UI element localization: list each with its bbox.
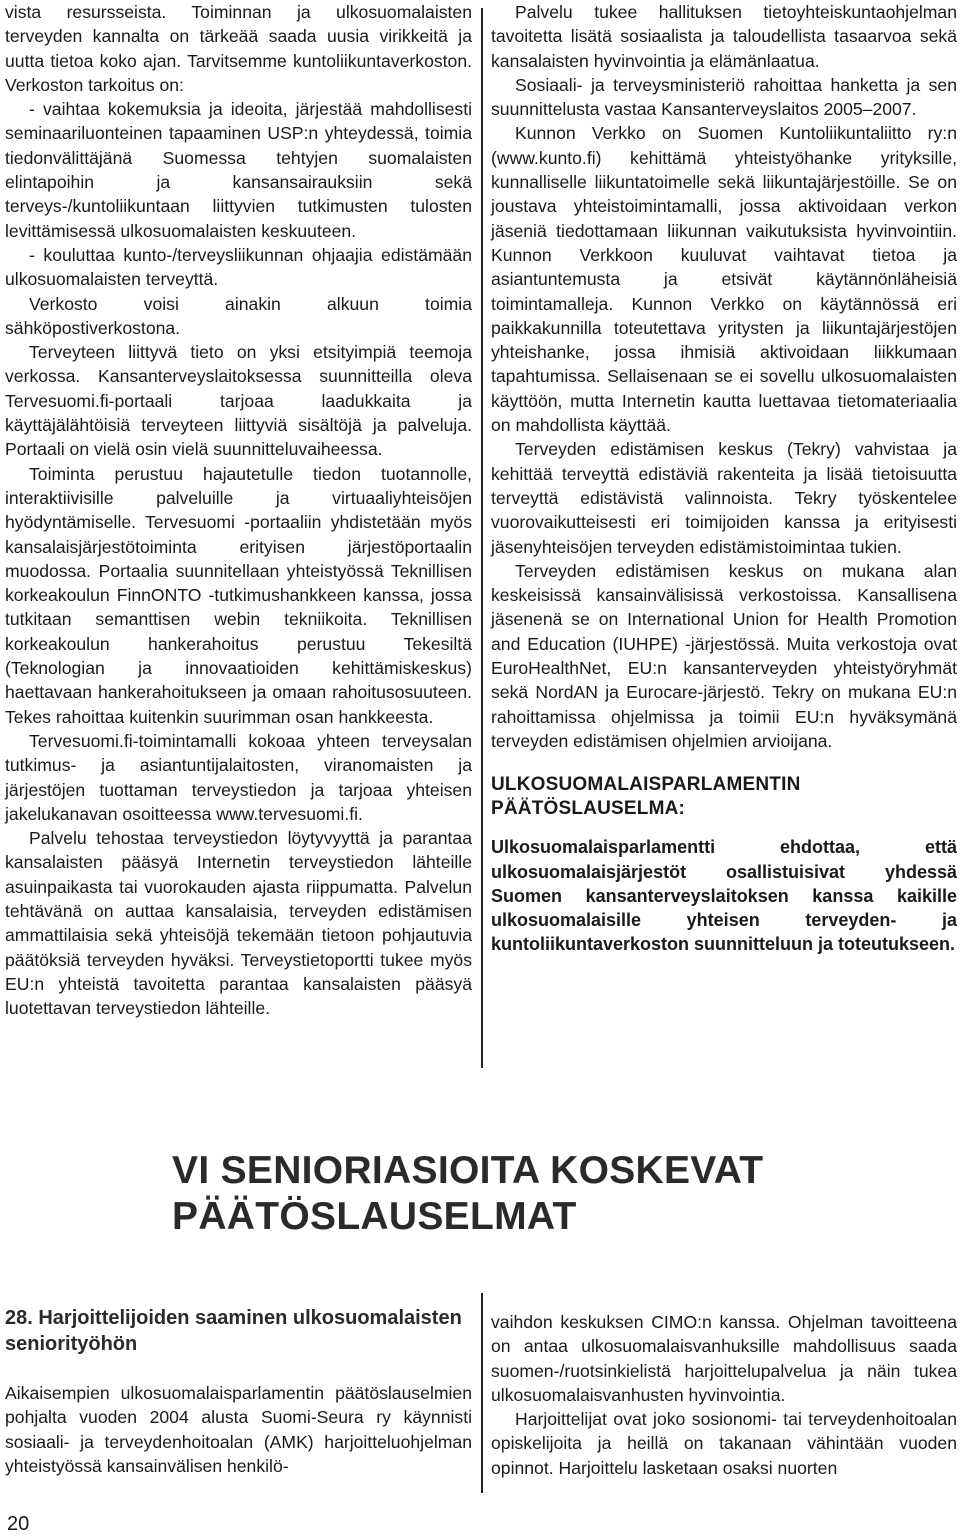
page-number: 20 <box>7 1513 30 1535</box>
column-divider <box>481 1293 483 1493</box>
resolution-28-title: 28. Harjoittelijoiden saaminen ulkosuomalaisten seniorityöhön <box>5 1307 462 1355</box>
paragraph: - kouluttaa kunto-/terveysliikunnan ohjaajia edistämään ulkosuomalaisten terveyttä. <box>5 244 472 290</box>
paragraph: - vaihtaa kokemuksia ja ideoita, järjestää mahdollisesti seminaariluonteinen tapaaminen USP:n yhteydessä, toimia tiedonvälittäjänä Suomessa tehtyjen suomalaisten elintapoihin ja kansansairauksiin sekä terveys-/kuntoliikuntaan liittyvien tutkimusten tulosten levittämisessä ulkosuomalaisten keskuuteen. <box>5 99 472 241</box>
resolution-28-left-column <box>5 1305 472 1478</box>
left-text-column <box>5 0 472 1020</box>
paragraph: Sosiaali- ja terveysministeriö rahoittaa hanketta ja sen suunnittelusta vastaa Kansanterveyslaitos 2005–2007. <box>491 74 957 120</box>
paragraph: Harjoittelijat ovat joko sosionomi- tai terveydenhoitoalan opiskelijoita ja heillä on takanaan vähintään vuoden opinnot. Harjoittelu lasketaan osaksi nuorten <box>491 1409 957 1478</box>
paragraph: Tervesuomi.fi-toimintamalli kokoaa yhteen terveysalan tutkimus- ja asiantuntijalaitosten, viranomaisten ja järjestöjen tuottaman terveystiedon ja tarjoaa yhteisen jakelukanavan osoitteessa www.tervesuomi.fi. <box>5 730 472 824</box>
paragraph: Palvelu tukee hallituksen tietoyhteiskuntaohjelman tavoitetta lisätä sosiaalista ja taloudellista tasaarvoa sekä kansalaisten hyvinvointia ja elämänlaatua. <box>491 2 957 71</box>
paragraph: Kunnon Verkko on Suomen Kuntoliikuntaliitto ry:n (www.kunto.fi) kehittämä yhteistyöhanke yrityksille, kunnalliselle liikuntatoimelle sekä liikuntajärjestöille. Se on joustava yhteistoimintamalli, jossa aktivoidaan verkon jäseniä tiedottamaan liikunnan vaikutuksista hyvinvointiin. Kunnon Verkkoon kuuluvat vaihtavat tietoa ja asiantuntemusta ja etsivät käytännönläheisiä toimintamalleja. Kunnon Verkko on käytännössä eri paikkakunnilla toteutettava yritysten ja liikuntajärjestöjen yhteishanke, jossa ihmisiä aktivoidaan liikkumaan tapahtumissa. Sellaisenaan se ei sovellu ulkosuomalaisten käyttöön, mutta Internetin kautta luettavaa tietomateriaalia on mahdollista käyttää. <box>491 123 957 436</box>
paragraph: vista resursseista. Toiminnan ja ulkosuomalaisten terveyden kannalta on tärkeää saada uusia virikkeitä ja uutta tietoa koko ajan. Tarvitsemme kuntoliikuntaverkoston. Verkoston tarkoitus on: <box>5 2 472 95</box>
paragraph: vaihdon keskuksen CIMO:n kanssa. Ohjelman tavoitteena on antaa ulkosuomalaisvanhuksille mahdollisuus saada suomen-/ruotsinkielistä harjoittelupalvelua ja näin tukea ulkosuomalaisvanhusten hyvinvointia. <box>491 1312 957 1405</box>
right-text-column <box>491 0 957 957</box>
paragraph: Terveyden edistämisen keskus (Tekry) vahvistaa ja kehittää terveyttä edistäviä rakenteita ja lisää tietoisuutta terveyttä edistävistä valinnoista. Tekry työskentelee vuorovaikutteisesti eri toimijoiden kanssa ja erityisesti jäsenyhteisöjen terveyden edistämistoimintaa tukien. <box>491 439 957 557</box>
resolution-28-right-column <box>491 1310 957 1480</box>
paragraph: Verkosto voisi ainakin alkuun toimia sähköpostiverkostona. <box>5 293 472 338</box>
resolution-heading: ULKOSUOMALAISPARLAMENTIN PÄÄTÖSLAUSELMA: <box>491 774 801 820</box>
paragraph: Palvelu tehostaa terveystiedon löytyvyyttä ja parantaa kansalaisten pääsyä Internetin terveystiedon lähteille asuinpaikasta tai vuorokauden ajasta riippumatta. Palvelun tehtävänä on auttaa kansalaisia, terveyden edistämisen ammattilaisia sekä yhteisöjä tekemään tietoon pohjautuvia päätöksiä terveyden hyväksi. Terveystietoportti tukee myös EU:n yhteistä tavoitetta parantaa kansalaisten pääsyä luotettavan terveystiedon lähteille. <box>5 828 472 1019</box>
paragraph: Aikaisempien ulkosuomalaisparlamentin päätöslauselmien pohjalta vuoden 2004 alusta Suomi-Seura ry käynnisti sosiaali- ja terveydenhoitoalan (AMK) harjoitteluohjelman yhteistyössä kansainvälisen henkilö- <box>5 1383 472 1476</box>
column-divider <box>481 8 483 1068</box>
paragraph: Toiminta perustuu hajautetulle tiedon tuotannolle, interaktiivisille palveluille ja virtuaaliyhteisöjen hyödyntämiselle. Tervesuomi -portaaliin yhdistetään myös kansalaisjärjestötoiminta erityisen järjestöportaalin muodossa. Portaalia suunnitellaan yhteistyössä Teknillisen korkeakoulun FinnONTO -tutkimushankkeen kanssa, jossa tutkitaan semanttisen webin tekniikoita. Teknillisen korkeakoulun hankerahoitus perustuu Tekesiltä (Teknologian ja innovaatioiden kehittämiskeskus) haettavaan hankerahoitukseen ja omaan rahoitusosuuteen. Tekes rahoittaa kuitenkin suurimman osan hankkeesta. <box>5 463 472 727</box>
paragraph: Terveyden edistämisen keskus on mukana alan keskeisissä kansainvälisissä verkostoissa. Kansallisena jäsenenä se on International Union for Health Promotion and Education (IUHPE) -järjestössä. Muita verkostoja ovat EuroHealthNet, EU:n kansanterveyden yhteistyöryhmät sekä NordAN ja Eurocare-järjestö. Tekry on mukana EU:n rahoittamissa ohjelmissa ja toimii EU:n hyväksymänä terveyden edistämisen ohjelmien arvioijana. <box>491 560 957 751</box>
resolution-text: Ulkosuomalaisparlamentti ehdottaa, että ulkosuomalaisjärjestöt osallistuisivat yhdessä Suomen kansanterveyslaitoksen kanssa kaikille ulkosuomalaisille yhteisen terveyden- ja kuntoliikuntaverkoston suunnitteluun ja toteutukseen. <box>491 837 957 955</box>
paragraph: Terveyteen liittyvä tieto on yksi etsityimpiä teemoja verkossa. Kansanterveyslaitoksessa suunnitteilla oleva Tervesuomi.fi-portaali tarjoaa laadukkaita ja käyttäjälähtöisiä terveyteen liittyviä sisältöjä ja palveluja. Portaali on vielä osin vielä suunnitteluvaiheessa. <box>5 342 472 460</box>
section-title: VI SENIORIASIOITA KOSKEVAT PÄÄTÖSLAUSELMAT <box>172 1149 764 1238</box>
